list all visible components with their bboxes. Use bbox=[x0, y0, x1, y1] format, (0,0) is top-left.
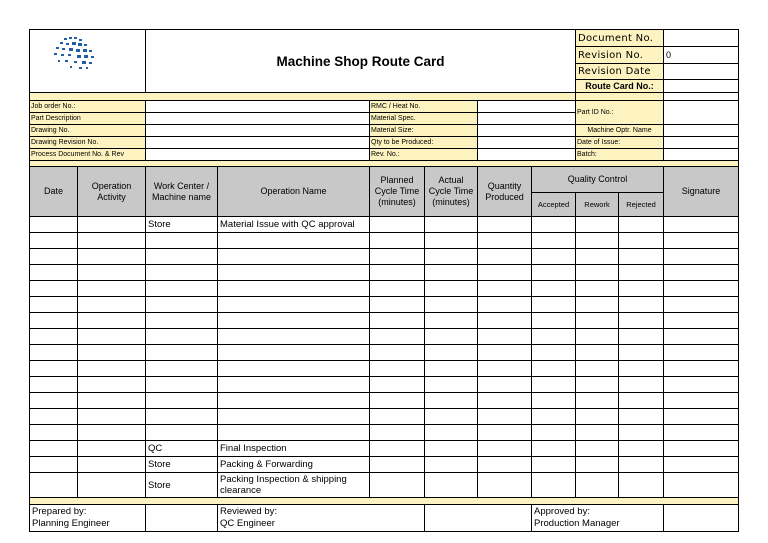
cell-accepted[interactable] bbox=[532, 281, 576, 297]
cell-rework[interactable] bbox=[576, 393, 619, 409]
cell-accepted[interactable] bbox=[532, 265, 576, 281]
cell-quantity-produced[interactable] bbox=[478, 441, 532, 457]
cell-rejected[interactable] bbox=[619, 473, 664, 498]
cell-operation-name[interactable] bbox=[218, 329, 370, 345]
cell-signature[interactable] bbox=[664, 409, 739, 425]
cell-signature[interactable] bbox=[664, 329, 739, 345]
cell-date[interactable] bbox=[30, 329, 78, 345]
cell-planned-cycle[interactable] bbox=[370, 297, 425, 313]
table-row bbox=[30, 313, 739, 329]
cell-operation-name[interactable]: Final Inspection bbox=[218, 441, 370, 457]
drawing-revision-label: Drawing Revision No. bbox=[30, 137, 146, 149]
cell-quantity-produced[interactable] bbox=[478, 249, 532, 265]
cell-signature[interactable] bbox=[664, 233, 739, 249]
drawing-revision-value[interactable] bbox=[146, 137, 370, 149]
cell-planned-cycle[interactable] bbox=[370, 249, 425, 265]
revision-date-label: Revision Date bbox=[576, 64, 664, 80]
cell-accepted[interactable] bbox=[532, 233, 576, 249]
cell-work-center[interactable] bbox=[146, 249, 218, 265]
cell-quantity-produced[interactable] bbox=[478, 425, 532, 441]
col-rejected: Rejected bbox=[619, 193, 664, 217]
qty-to-produce-value[interactable] bbox=[478, 137, 576, 149]
cell-operation-activity[interactable] bbox=[78, 233, 146, 249]
cell-planned-cycle[interactable] bbox=[370, 217, 425, 233]
cell-actual-cycle[interactable] bbox=[425, 377, 478, 393]
cell-date[interactable] bbox=[30, 281, 78, 297]
table-row bbox=[30, 409, 739, 425]
cell-actual-cycle[interactable] bbox=[425, 457, 478, 473]
cell-work-center[interactable] bbox=[146, 377, 218, 393]
cell-quantity-produced[interactable] bbox=[478, 233, 532, 249]
table-row bbox=[30, 217, 739, 233]
cell-rejected[interactable] bbox=[619, 265, 664, 281]
col-operation-name: Operation Name bbox=[218, 167, 370, 217]
cell-planned-cycle[interactable] bbox=[370, 393, 425, 409]
cell-accepted[interactable] bbox=[532, 361, 576, 377]
cell-rejected[interactable] bbox=[619, 313, 664, 329]
cell-operation-activity[interactable] bbox=[78, 297, 146, 313]
material-size-label: Material Size: bbox=[370, 125, 478, 137]
cell-rejected[interactable] bbox=[619, 393, 664, 409]
cell-operation-name[interactable] bbox=[218, 313, 370, 329]
cell-rework[interactable] bbox=[576, 265, 619, 281]
cell-accepted[interactable] bbox=[532, 457, 576, 473]
cell-accepted[interactable] bbox=[532, 473, 576, 498]
prepared-by-signature[interactable] bbox=[146, 505, 218, 532]
col-planned-cycle: Planned Cycle Time (minutes) bbox=[370, 167, 425, 217]
approved-by-label: Approved by: bbox=[534, 506, 590, 517]
cell-planned-cycle[interactable] bbox=[370, 345, 425, 361]
cell-actual-cycle[interactable] bbox=[425, 281, 478, 297]
form-title: Machine Shop Route Card bbox=[146, 30, 576, 93]
cell-actual-cycle[interactable] bbox=[425, 217, 478, 233]
cell-operation-activity[interactable] bbox=[78, 329, 146, 345]
material-spec-label: Material Spec. bbox=[370, 113, 478, 125]
part-description-value[interactable] bbox=[146, 113, 370, 125]
cell-planned-cycle[interactable] bbox=[370, 425, 425, 441]
cell-operation-activity[interactable] bbox=[78, 361, 146, 377]
cell-quantity-produced[interactable] bbox=[478, 281, 532, 297]
cell-rework[interactable] bbox=[576, 329, 619, 345]
company-logo bbox=[30, 30, 146, 93]
cell-operation-activity[interactable] bbox=[78, 217, 146, 233]
cell-operation-name[interactable] bbox=[218, 281, 370, 297]
col-rework: Rework bbox=[576, 193, 619, 217]
cell-rejected[interactable] bbox=[619, 249, 664, 265]
col-quantity-produced: Quantity Produced bbox=[478, 167, 532, 217]
cell-rejected[interactable] bbox=[619, 361, 664, 377]
cell-operation-name[interactable] bbox=[218, 345, 370, 361]
route-card-table bbox=[29, 29, 739, 532]
table-row bbox=[30, 361, 739, 377]
cell-rework[interactable] bbox=[576, 441, 619, 457]
col-signature: Signature bbox=[664, 167, 739, 217]
cell-operation-activity[interactable] bbox=[78, 409, 146, 425]
job-order-value[interactable] bbox=[146, 101, 370, 113]
cell-operation-activity[interactable] bbox=[78, 457, 146, 473]
cell-operation-name[interactable]: Packing & Forwarding bbox=[218, 457, 370, 473]
col-quality-control: Quality Control bbox=[532, 167, 664, 193]
cell-operation-name[interactable] bbox=[218, 265, 370, 281]
cell-date[interactable] bbox=[30, 361, 78, 377]
batch-value[interactable] bbox=[664, 149, 739, 161]
cell-work-center[interactable] bbox=[146, 329, 218, 345]
cell-quantity-produced[interactable] bbox=[478, 457, 532, 473]
cell-quantity-produced[interactable] bbox=[478, 217, 532, 233]
cell-rework[interactable] bbox=[576, 361, 619, 377]
cell-signature[interactable] bbox=[664, 361, 739, 377]
rmc-heat-value[interactable] bbox=[478, 101, 576, 113]
cell-rejected[interactable] bbox=[619, 329, 664, 345]
cell-actual-cycle[interactable] bbox=[425, 361, 478, 377]
table-row bbox=[30, 329, 739, 345]
part-id-label: Part ID No.: bbox=[576, 101, 664, 125]
cell-signature[interactable] bbox=[664, 217, 739, 233]
cell-operation-activity[interactable] bbox=[78, 377, 146, 393]
route-card-sheet bbox=[29, 29, 739, 532]
cell-accepted[interactable] bbox=[532, 441, 576, 457]
cell-quantity-produced[interactable] bbox=[478, 473, 532, 498]
cell-operation-name[interactable] bbox=[218, 361, 370, 377]
batch-label: Batch: bbox=[576, 149, 664, 161]
reviewed-by-cell bbox=[218, 505, 425, 532]
cell-rework[interactable] bbox=[576, 457, 619, 473]
cell-work-center[interactable]: Store bbox=[146, 473, 218, 498]
cell-operation-name[interactable] bbox=[218, 233, 370, 249]
cell-signature[interactable] bbox=[664, 457, 739, 473]
col-accepted: Accepted bbox=[532, 193, 576, 217]
cell-rework[interactable] bbox=[576, 313, 619, 329]
table-row bbox=[30, 281, 739, 297]
cell-signature[interactable] bbox=[664, 345, 739, 361]
cell-accepted[interactable] bbox=[532, 217, 576, 233]
cell-actual-cycle[interactable] bbox=[425, 265, 478, 281]
cell-rejected[interactable] bbox=[619, 281, 664, 297]
cell-actual-cycle[interactable] bbox=[425, 297, 478, 313]
table-row bbox=[30, 441, 739, 457]
reviewed-by-signature[interactable] bbox=[425, 505, 532, 532]
rmc-heat-label: RMC / Heat No. bbox=[370, 101, 478, 113]
cell-actual-cycle[interactable] bbox=[425, 473, 478, 498]
cell-quantity-produced[interactable] bbox=[478, 377, 532, 393]
cell-rework[interactable] bbox=[576, 345, 619, 361]
cell-date[interactable] bbox=[30, 457, 78, 473]
cell-quantity-produced[interactable] bbox=[478, 393, 532, 409]
cell-signature[interactable] bbox=[664, 265, 739, 281]
cell-accepted[interactable] bbox=[532, 297, 576, 313]
cell-operation-name[interactable] bbox=[218, 249, 370, 265]
cell-signature[interactable] bbox=[664, 377, 739, 393]
document-no-value[interactable] bbox=[664, 30, 739, 47]
cell-accepted[interactable] bbox=[532, 393, 576, 409]
cell-signature[interactable] bbox=[664, 473, 739, 498]
cell-operation-activity[interactable] bbox=[78, 441, 146, 457]
job-order-label: Job order No.: bbox=[30, 101, 146, 113]
cell-signature[interactable] bbox=[664, 441, 739, 457]
date-of-issue-label: Date of Issue: bbox=[576, 137, 664, 149]
cell-signature[interactable] bbox=[664, 425, 739, 441]
cell-quantity-produced[interactable] bbox=[478, 329, 532, 345]
prepared-by-cell bbox=[30, 505, 146, 532]
cell-operation-name[interactable]: Packing Inspection & shipping clearance bbox=[218, 473, 370, 498]
table-row bbox=[30, 425, 739, 441]
cell-date[interactable] bbox=[30, 393, 78, 409]
cell-planned-cycle[interactable] bbox=[370, 409, 425, 425]
revision-no-label: Revision No. bbox=[576, 47, 664, 64]
cell-date[interactable] bbox=[30, 473, 78, 498]
operations-body bbox=[30, 217, 739, 498]
cell-work-center[interactable] bbox=[146, 233, 218, 249]
cell-rejected[interactable] bbox=[619, 297, 664, 313]
cell-date[interactable] bbox=[30, 377, 78, 393]
cell-operation-name[interactable] bbox=[218, 377, 370, 393]
cell-rejected[interactable] bbox=[619, 345, 664, 361]
cell-date[interactable] bbox=[30, 425, 78, 441]
cell-work-center[interactable] bbox=[146, 265, 218, 281]
reviewed-by-role: QC Engineer bbox=[220, 518, 275, 529]
cell-operation-activity[interactable] bbox=[78, 345, 146, 361]
cell-operation-name[interactable] bbox=[218, 425, 370, 441]
cell-signature[interactable] bbox=[664, 313, 739, 329]
cell-signature[interactable] bbox=[664, 393, 739, 409]
table-row bbox=[30, 233, 739, 249]
cell-actual-cycle[interactable] bbox=[425, 441, 478, 457]
material-size-value[interactable] bbox=[478, 125, 576, 137]
cell-rejected[interactable] bbox=[619, 217, 664, 233]
cell-planned-cycle[interactable] bbox=[370, 281, 425, 297]
cell-operation-activity[interactable] bbox=[78, 393, 146, 409]
prepared-by-role: Planning Engineer bbox=[32, 518, 110, 529]
cell-rework[interactable] bbox=[576, 297, 619, 313]
cell-date[interactable] bbox=[30, 265, 78, 281]
cell-rejected[interactable] bbox=[619, 409, 664, 425]
cell-operation-activity[interactable] bbox=[78, 425, 146, 441]
separator-row bbox=[30, 93, 739, 101]
col-work-center: Work Center / Machine name bbox=[146, 167, 218, 217]
cell-planned-cycle[interactable] bbox=[370, 473, 425, 498]
cell-accepted[interactable] bbox=[532, 409, 576, 425]
cell-accepted[interactable] bbox=[532, 249, 576, 265]
cell-quantity-produced[interactable] bbox=[478, 345, 532, 361]
cell-date[interactable] bbox=[30, 313, 78, 329]
route-card-no-label: Route Card No.: bbox=[576, 80, 664, 93]
cell-planned-cycle[interactable] bbox=[370, 265, 425, 281]
machine-optr-value[interactable] bbox=[664, 125, 739, 137]
cell-quantity-produced[interactable] bbox=[478, 409, 532, 425]
cell-actual-cycle[interactable] bbox=[425, 233, 478, 249]
cell-operation-activity[interactable] bbox=[78, 249, 146, 265]
cell-actual-cycle[interactable] bbox=[425, 393, 478, 409]
table-row bbox=[30, 473, 739, 498]
cell-actual-cycle[interactable] bbox=[425, 345, 478, 361]
cell-rework[interactable] bbox=[576, 249, 619, 265]
process-document-value[interactable] bbox=[146, 149, 370, 161]
cell-planned-cycle[interactable] bbox=[370, 441, 425, 457]
cell-rejected[interactable] bbox=[619, 425, 664, 441]
cell-rejected[interactable] bbox=[619, 233, 664, 249]
rev-no-value[interactable] bbox=[478, 149, 576, 161]
qty-to-produce-label: Qty to be Produced: bbox=[370, 137, 478, 149]
cell-planned-cycle[interactable] bbox=[370, 377, 425, 393]
cell-work-center[interactable] bbox=[146, 393, 218, 409]
revision-no-value[interactable]: 0 bbox=[664, 47, 739, 64]
table-row bbox=[30, 393, 739, 409]
cell-date[interactable] bbox=[30, 409, 78, 425]
cell-date[interactable] bbox=[30, 217, 78, 233]
table-row bbox=[30, 457, 739, 473]
cell-quantity-produced[interactable] bbox=[478, 297, 532, 313]
cell-work-center[interactable] bbox=[146, 281, 218, 297]
cell-planned-cycle[interactable] bbox=[370, 233, 425, 249]
col-operation-activity: Operation Activity bbox=[78, 167, 146, 217]
cell-actual-cycle[interactable] bbox=[425, 329, 478, 345]
cell-rejected[interactable] bbox=[619, 377, 664, 393]
cell-operation-activity[interactable] bbox=[78, 281, 146, 297]
cell-planned-cycle[interactable] bbox=[370, 361, 425, 377]
cell-work-center[interactable] bbox=[146, 313, 218, 329]
col-date: Date bbox=[30, 167, 78, 217]
route-card-no-value[interactable] bbox=[664, 80, 739, 93]
cell-date[interactable] bbox=[30, 249, 78, 265]
cell-work-center[interactable] bbox=[146, 297, 218, 313]
material-spec-value[interactable] bbox=[478, 113, 576, 125]
cell-date[interactable] bbox=[30, 297, 78, 313]
part-id-value[interactable] bbox=[664, 101, 739, 125]
approved-by-role: Production Manager bbox=[534, 518, 620, 529]
separator-row bbox=[30, 498, 739, 505]
cell-work-center[interactable]: Store bbox=[146, 457, 218, 473]
cell-planned-cycle[interactable] bbox=[370, 329, 425, 345]
reviewed-by-label: Reviewed by: bbox=[220, 506, 278, 517]
cell-signature[interactable] bbox=[664, 297, 739, 313]
table-row bbox=[30, 265, 739, 281]
revision-date-value[interactable] bbox=[664, 64, 739, 80]
cell-actual-cycle[interactable] bbox=[425, 425, 478, 441]
cell-work-center[interactable]: QC bbox=[146, 441, 218, 457]
prepared-by-label: Prepared by: bbox=[32, 506, 87, 517]
cell-date[interactable] bbox=[30, 345, 78, 361]
table-row bbox=[30, 249, 739, 265]
cell-accepted[interactable] bbox=[532, 313, 576, 329]
cell-accepted[interactable] bbox=[532, 329, 576, 345]
drawing-no-value[interactable] bbox=[146, 125, 370, 137]
cell-work-center[interactable] bbox=[146, 361, 218, 377]
cell-rework[interactable] bbox=[576, 281, 619, 297]
cell-rejected[interactable] bbox=[619, 457, 664, 473]
drawing-no-label: Drawing No. bbox=[30, 125, 146, 137]
rev-no-label: Rev. No.: bbox=[370, 149, 478, 161]
cell-rework[interactable] bbox=[576, 217, 619, 233]
globe-logo-icon bbox=[34, 32, 144, 93]
approved-by-signature[interactable] bbox=[664, 505, 739, 532]
cell-work-center[interactable] bbox=[146, 425, 218, 441]
cell-quantity-produced[interactable] bbox=[478, 313, 532, 329]
cell-rework[interactable] bbox=[576, 473, 619, 498]
cell-work-center[interactable]: Store bbox=[146, 217, 218, 233]
cell-rework[interactable] bbox=[576, 409, 619, 425]
cell-operation-activity[interactable] bbox=[78, 265, 146, 281]
cell-operation-name[interactable]: Material Issue with QC approval bbox=[218, 217, 370, 233]
col-actual-cycle: Actual Cycle Time (minutes) bbox=[425, 167, 478, 217]
cell-work-center[interactable] bbox=[146, 345, 218, 361]
process-document-label: Process Document No. & Rev bbox=[30, 149, 146, 161]
cell-planned-cycle[interactable] bbox=[370, 313, 425, 329]
cell-planned-cycle[interactable] bbox=[370, 457, 425, 473]
cell-date[interactable] bbox=[30, 441, 78, 457]
part-description-label: Part Description bbox=[30, 113, 146, 125]
cell-operation-name[interactable] bbox=[218, 409, 370, 425]
cell-actual-cycle[interactable] bbox=[425, 249, 478, 265]
date-of-issue-value[interactable] bbox=[664, 137, 739, 149]
cell-operation-name[interactable] bbox=[218, 297, 370, 313]
machine-optr-label: Machine Optr. Name bbox=[576, 125, 664, 137]
cell-rework[interactable] bbox=[576, 377, 619, 393]
cell-operation-activity[interactable] bbox=[78, 313, 146, 329]
cell-signature[interactable] bbox=[664, 249, 739, 265]
document-no-label: Document No. bbox=[576, 30, 664, 47]
cell-accepted[interactable] bbox=[532, 345, 576, 361]
cell-operation-name[interactable] bbox=[218, 393, 370, 409]
table-row bbox=[30, 345, 739, 361]
cell-operation-activity[interactable] bbox=[78, 473, 146, 498]
approved-by-cell bbox=[532, 505, 664, 532]
cell-actual-cycle[interactable] bbox=[425, 409, 478, 425]
cell-accepted[interactable] bbox=[532, 377, 576, 393]
cell-actual-cycle[interactable] bbox=[425, 313, 478, 329]
cell-quantity-produced[interactable] bbox=[478, 361, 532, 377]
cell-rejected[interactable] bbox=[619, 441, 664, 457]
cell-quantity-produced[interactable] bbox=[478, 265, 532, 281]
table-row bbox=[30, 297, 739, 313]
cell-signature[interactable] bbox=[664, 281, 739, 297]
cell-date[interactable] bbox=[30, 233, 78, 249]
cell-rework[interactable] bbox=[576, 425, 619, 441]
cell-accepted[interactable] bbox=[532, 425, 576, 441]
table-row bbox=[30, 377, 739, 393]
cell-work-center[interactable] bbox=[146, 409, 218, 425]
cell-rework[interactable] bbox=[576, 233, 619, 249]
